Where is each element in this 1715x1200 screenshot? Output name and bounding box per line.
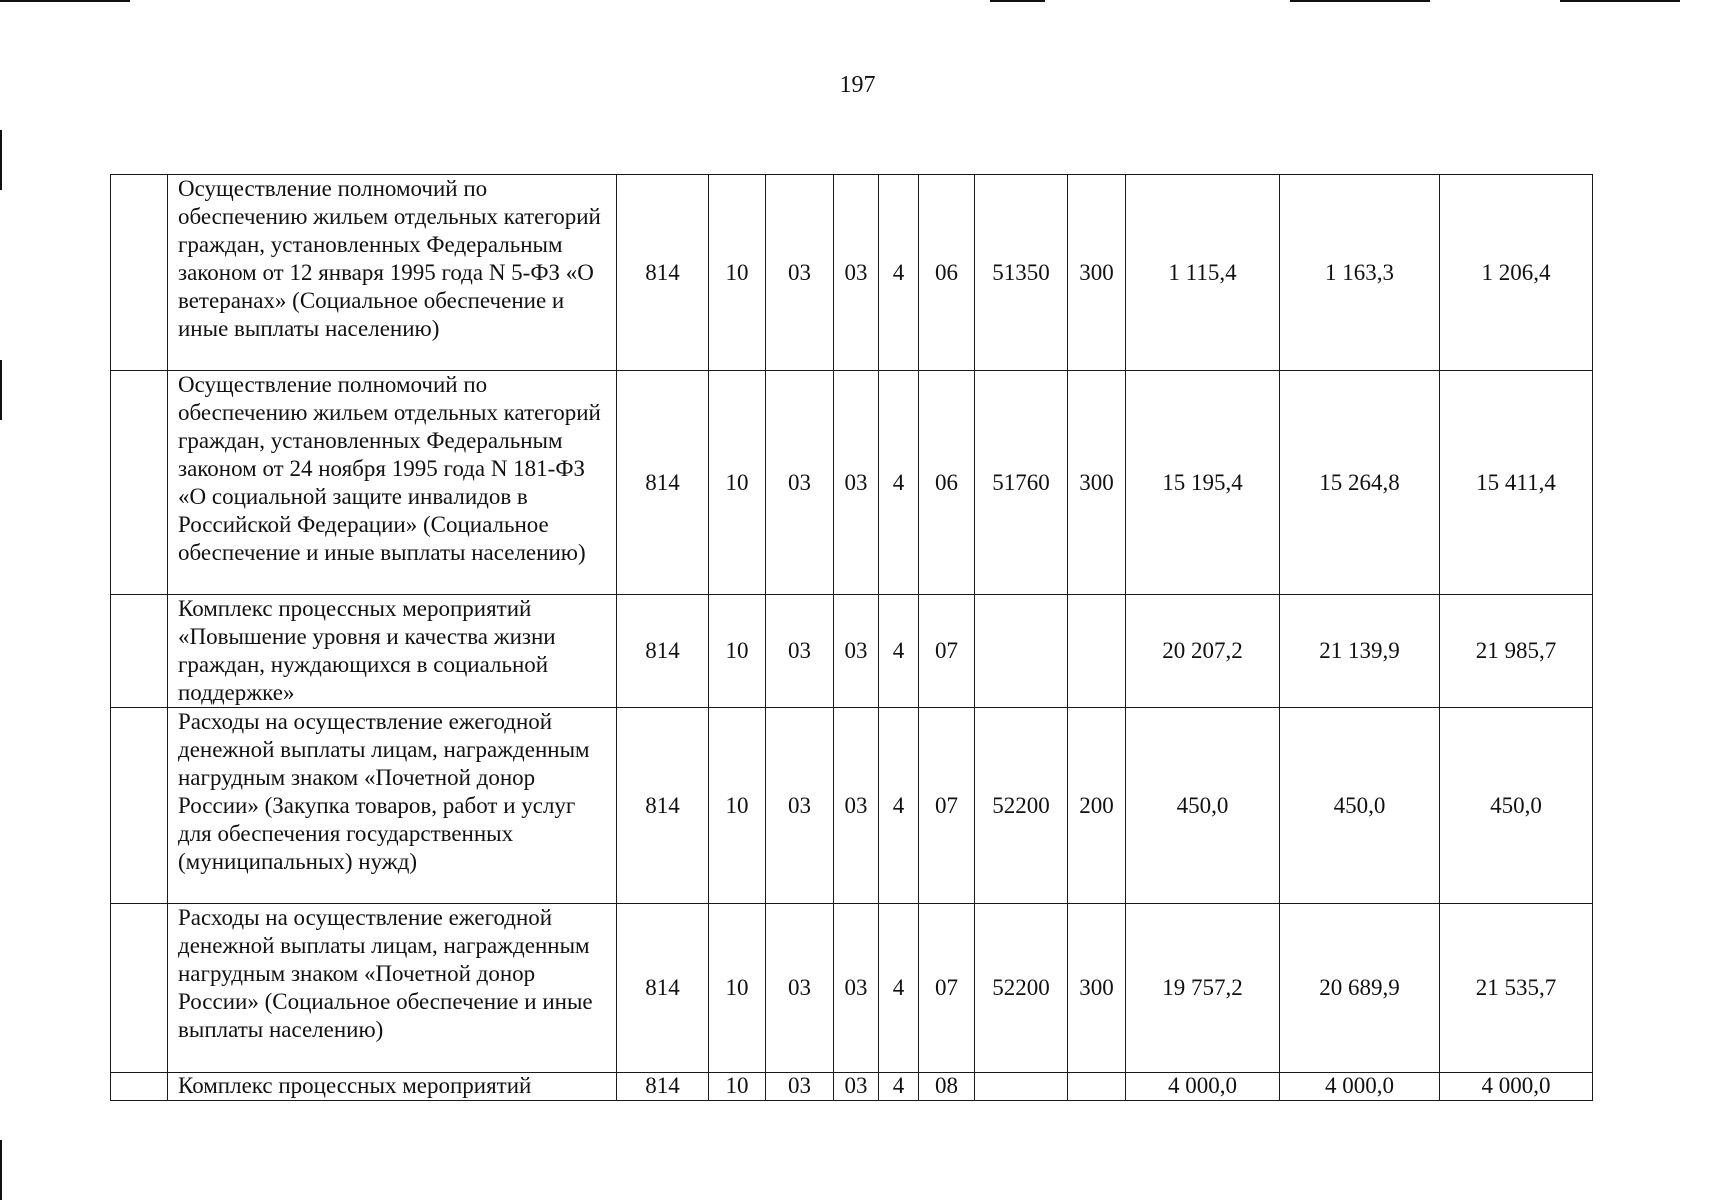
amount-year-1: 15 195,4: [1126, 371, 1280, 595]
row-number-cell: [111, 371, 168, 595]
table-row: [111, 595, 1593, 708]
direction-code: [975, 595, 1068, 708]
amount-year-1: 450,0: [1126, 708, 1280, 904]
program-code: 03: [834, 904, 879, 1073]
table-row: [111, 708, 1593, 904]
table-row: [111, 371, 1593, 595]
scan-edge-mark: [990, 0, 1045, 2]
amount-year-3: 450,0: [1440, 708, 1593, 904]
amount-year-2: 15 264,8: [1280, 371, 1440, 595]
amount-year-3: 4 000,0: [1440, 1073, 1593, 1101]
subsection-code: 03: [766, 904, 834, 1073]
table-row: [111, 1073, 1593, 1101]
direction-code: 52200: [975, 708, 1068, 904]
measure-code: 08: [919, 1073, 975, 1101]
amount-year-2: 21 139,9: [1280, 595, 1440, 708]
row-name: Комплекс процессных мероприятий: [168, 1073, 617, 1101]
scan-edge-mark: [0, 360, 2, 420]
amount-year-2: 20 689,9: [1280, 904, 1440, 1073]
measure-code: 07: [919, 904, 975, 1073]
subprogram-code: 4: [879, 371, 919, 595]
expense-type-code: 300: [1068, 904, 1126, 1073]
program-code: 03: [834, 595, 879, 708]
amount-year-1: 19 757,2: [1126, 904, 1280, 1073]
row-number-cell: [111, 595, 168, 708]
section-code: 10: [709, 708, 766, 904]
expense-type-code: 300: [1068, 175, 1126, 371]
subsection-code: 03: [766, 371, 834, 595]
direction-code: 51760: [975, 371, 1068, 595]
subsection-code: 03: [766, 1073, 834, 1101]
row-number-cell: [111, 1073, 168, 1101]
ministry-code: 814: [617, 175, 709, 371]
row-number-cell: [111, 904, 168, 1073]
ministry-code: 814: [617, 595, 709, 708]
table-row: [111, 904, 1593, 1073]
subsection-code: 03: [766, 708, 834, 904]
amount-year-3: 15 411,4: [1440, 371, 1593, 595]
expense-type-code: 300: [1068, 371, 1126, 595]
direction-code: [975, 1073, 1068, 1101]
section-code: 10: [709, 1073, 766, 1101]
scan-edge-mark: [0, 130, 2, 190]
amount-year-3: 1 206,4: [1440, 175, 1593, 371]
measure-code: 07: [919, 708, 975, 904]
row-name: Осуществление полномочий по обеспечению жильем отдельных категорий граждан, установленных Федеральным законом от 12 января 1995 года N 5-ФЗ «О ветеранах» (Социальное обеспечение и иные выплаты населению): [168, 175, 617, 371]
section-code: 10: [709, 371, 766, 595]
row-number-cell: [111, 175, 168, 371]
subprogram-code: 4: [879, 708, 919, 904]
amount-year-2: 4 000,0: [1280, 1073, 1440, 1101]
direction-code: 52200: [975, 904, 1068, 1073]
measure-code: 07: [919, 595, 975, 708]
measure-code: 06: [919, 175, 975, 371]
row-name: Расходы на осуществление ежегодной денежной выплаты лицам, награжденным нагрудным знаком «Почетной донор России» (Закупка товаров, работ и услуг для обеспечения государственных (муниципальных) нужд): [168, 708, 617, 904]
expense-type-code: [1068, 595, 1126, 708]
amount-year-1: 1 115,4: [1126, 175, 1280, 371]
section-code: 10: [709, 175, 766, 371]
amount-year-2: 1 163,3: [1280, 175, 1440, 371]
program-code: 03: [834, 371, 879, 595]
scan-edge-mark: [1290, 0, 1430, 2]
row-name: Расходы на осуществление ежегодной денежной выплаты лицам, награжденным нагрудным знаком «Почетной донор России» (Социальное обеспечение и иные выплаты населению): [168, 904, 617, 1073]
subsection-code: 03: [766, 175, 834, 371]
amount-year-2: 450,0: [1280, 708, 1440, 904]
amount-year-3: 21 985,7: [1440, 595, 1593, 708]
scan-edge-mark: [0, 1140, 2, 1200]
amount-year-1: 20 207,2: [1126, 595, 1280, 708]
row-name: Осуществление полномочий по обеспечению жильем отдельных категорий граждан, установленных Федеральным законом от 24 ноября 1995 года N 181-ФЗ «О социальной защите инвалидов в Российской Федерации» (Социальное обеспечение и иные выплаты населению): [168, 371, 617, 595]
subprogram-code: 4: [879, 595, 919, 708]
amount-year-3: 21 535,7: [1440, 904, 1593, 1073]
subprogram-code: 4: [879, 175, 919, 371]
program-code: 03: [834, 175, 879, 371]
page-number: 197: [839, 72, 876, 98]
ministry-code: 814: [617, 1073, 709, 1101]
row-number-cell: [111, 708, 168, 904]
budget-table: [110, 174, 1593, 1101]
subsection-code: 03: [766, 595, 834, 708]
section-code: 10: [709, 595, 766, 708]
ministry-code: 814: [617, 708, 709, 904]
scan-edge-mark: [0, 0, 130, 2]
scan-edge-mark: [1560, 0, 1680, 2]
direction-code: 51350: [975, 175, 1068, 371]
subprogram-code: 4: [879, 904, 919, 1073]
expense-type-code: [1068, 1073, 1126, 1101]
section-code: 10: [709, 904, 766, 1073]
program-code: 03: [834, 1073, 879, 1101]
row-name: Комплекс процессных мероприятий «Повышение уровня и качества жизни граждан, нуждающихся в социальной поддержке»: [168, 595, 617, 708]
expense-type-code: 200: [1068, 708, 1126, 904]
ministry-code: 814: [617, 371, 709, 595]
table-row: [111, 175, 1593, 371]
measure-code: 06: [919, 371, 975, 595]
amount-year-1: 4 000,0: [1126, 1073, 1280, 1101]
program-code: 03: [834, 708, 879, 904]
subprogram-code: 4: [879, 1073, 919, 1101]
ministry-code: 814: [617, 904, 709, 1073]
